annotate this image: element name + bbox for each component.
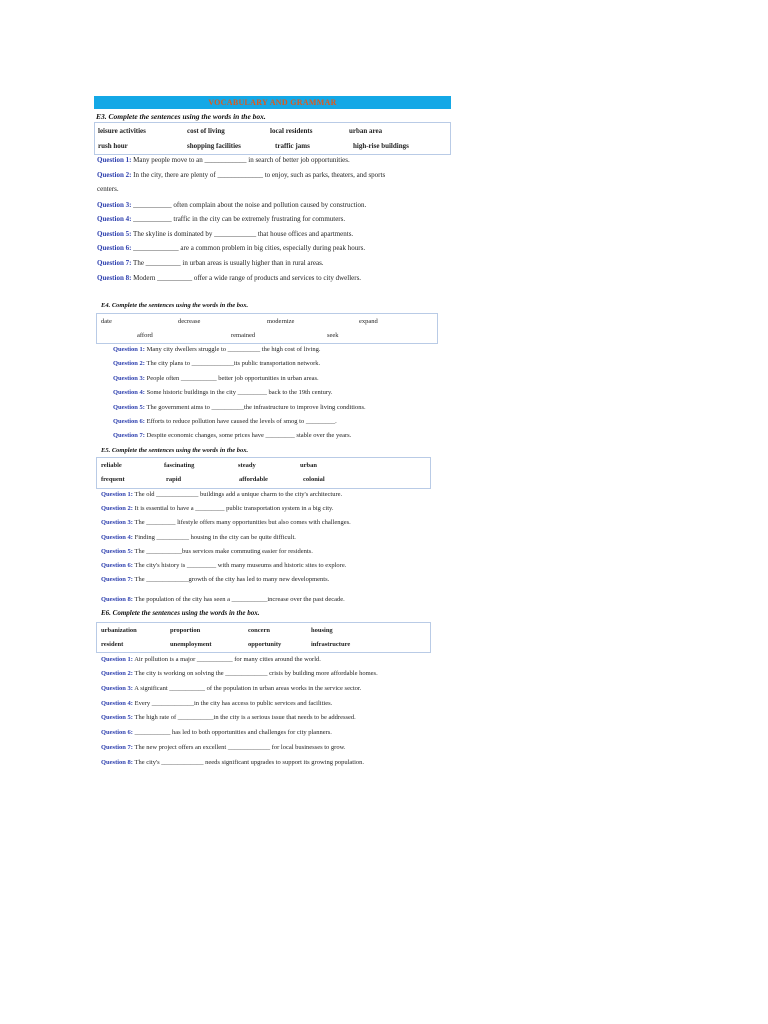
e6-question: Question 8: The city's _____________ needs significant upgrades to support its growing population. (101, 759, 365, 766)
e3-question: Question 4: ___________ traffic in the city can be extremely frustrating for commuters. (97, 215, 346, 223)
e4-question: Question 3: People often ___________ better job opportunities in urban areas. (113, 375, 319, 382)
e5-word: fascinating (164, 462, 195, 469)
e3-question-cont: centers. (97, 185, 119, 193)
e3-question: Question 3: ___________ often complain about the noise and pollution caused by construction. (97, 201, 367, 209)
e6-question: Question 4: Every _____________in the city has access to public services and facilities. (101, 700, 333, 707)
e3-word: urban area (349, 127, 383, 135)
e5-word: rapid (166, 476, 182, 483)
e5-question: Question 5: The ___________bus services make commuting easier for residents. (101, 548, 313, 555)
e4-word: date (101, 318, 112, 325)
e4-question: Question 5: The government aims to __________the infrastructure to improve living conditions. (113, 404, 366, 411)
e3-question: Question 1: Many people move to an ____________ in search of better job opportunities. (97, 156, 350, 164)
e6-title: E6. Complete the sentences using the words in the box. (101, 609, 260, 617)
e5-word: steady (238, 462, 256, 469)
e5-word: affordable (239, 476, 268, 483)
e5-question: Question 4: Finding __________ housing in the city can be quite difficult. (101, 534, 296, 541)
e6-question: Question 5: The high rate of ___________in the city is a serious issue that needs to be addressed. (101, 714, 356, 721)
e3-word: rush hour (98, 142, 128, 150)
e5-question: Question 3: The _________ lifestyle offers many opportunities but also comes with challenges. (101, 519, 351, 526)
e6-word: proportion (170, 627, 201, 634)
e3-word: high-rise buildings (353, 142, 409, 150)
e6-word-box (96, 622, 431, 653)
e4-question: Question 1: Many city dwellers struggle to __________ the high cost of living. (113, 346, 321, 353)
e4-question: Question 2: The city plans to _____________its public transportation network. (113, 360, 321, 367)
e5-word: frequent (101, 476, 125, 483)
e6-word: opportunity (248, 641, 282, 648)
e6-word: infrastructure (311, 641, 351, 648)
e5-question: Question 8: The population of the city has seen a ___________increase over the past decade. (101, 596, 345, 603)
e3-title: E3. Complete the sentences using the words in the box. (96, 112, 266, 121)
e4-word-box (96, 313, 438, 344)
e3-word: leisure activities (98, 127, 146, 135)
e4-word: expand (359, 318, 378, 325)
e5-question: Question 2: It is essential to have a _________ public transportation system in a big city. (101, 505, 334, 512)
e4-question: Question 6: Efforts to reduce pollution have caused the levels of smog to _________. (113, 418, 337, 425)
e4-question: Question 4: Some historic buildings in the city _________ back to the 19th century. (113, 389, 333, 396)
e5-word: urban (300, 462, 317, 469)
e6-question: Question 7: The new project offers an excellent _____________ for local businesses to grow. (101, 744, 346, 751)
e6-word: concern (248, 627, 271, 634)
e3-question: Question 2: In the city, there are plenty of _____________ to enjoy, such as parks, theaters, and sports (97, 171, 386, 179)
e5-title: E5. Complete the sentences using the words in the box. (101, 447, 249, 454)
e6-question: Question 6: ___________ has led to both opportunities and challenges for city planners. (101, 729, 332, 736)
e4-word: decrease (178, 318, 201, 325)
e5-word: reliable (101, 462, 122, 469)
e4-question: Question 7: Despite economic changes, some prices have _________ stable over the years. (113, 432, 352, 439)
e5-question: Question 1: The old _____________ buildings add a unique charm to the city's architecture. (101, 491, 343, 498)
e4-word: modernize (267, 318, 295, 325)
e3-word-box (94, 122, 451, 155)
e3-question: Question 8: Modern __________ offer a wide range of products and services to city dwellers. (97, 274, 362, 282)
e5-question: Question 7: The _____________growth of the city has led to many new developments. (101, 576, 330, 583)
e4-word: afford (137, 332, 153, 339)
e3-question: Question 7: The __________ in urban areas is usually higher than in rural areas. (97, 259, 324, 267)
section-banner: VOCABULARY AND GRAMMAR (94, 96, 451, 109)
e6-word: resident (101, 641, 124, 648)
e6-word: unemployment (170, 641, 212, 648)
e3-word: cost of living (187, 127, 225, 135)
e5-word-box (96, 457, 431, 489)
e6-question: Question 3: A significant ___________ of the population in urban areas works in the service sector. (101, 685, 362, 692)
e6-question: Question 1: Air pollution is a major ___________ for many cities around the world. (101, 656, 321, 663)
e4-word: remained (231, 332, 256, 339)
e3-question: Question 6: _____________ are a common problem in big cities, especially during peak hours. (97, 244, 366, 252)
e3-word: shopping facilities (187, 142, 241, 150)
e6-word: urbanization (101, 627, 137, 634)
e3-word: local residents (270, 127, 313, 135)
e6-question: Question 2: The city is working on solving the _____________ crisis by building more affordable homes. (101, 670, 378, 677)
e5-question: Question 6: The city's history is _________ with many museums and historic sites to explore. (101, 562, 347, 569)
e3-question: Question 5: The skyline is dominated by ____________ that house offices and apartments. (97, 230, 354, 238)
e6-word: housing (311, 627, 333, 634)
e3-word: traffic jams (275, 142, 310, 150)
e4-word: seek (327, 332, 339, 339)
e5-word: colonial (303, 476, 325, 483)
e4-title: E4. Complete the sentences using the words in the box. (101, 302, 249, 309)
